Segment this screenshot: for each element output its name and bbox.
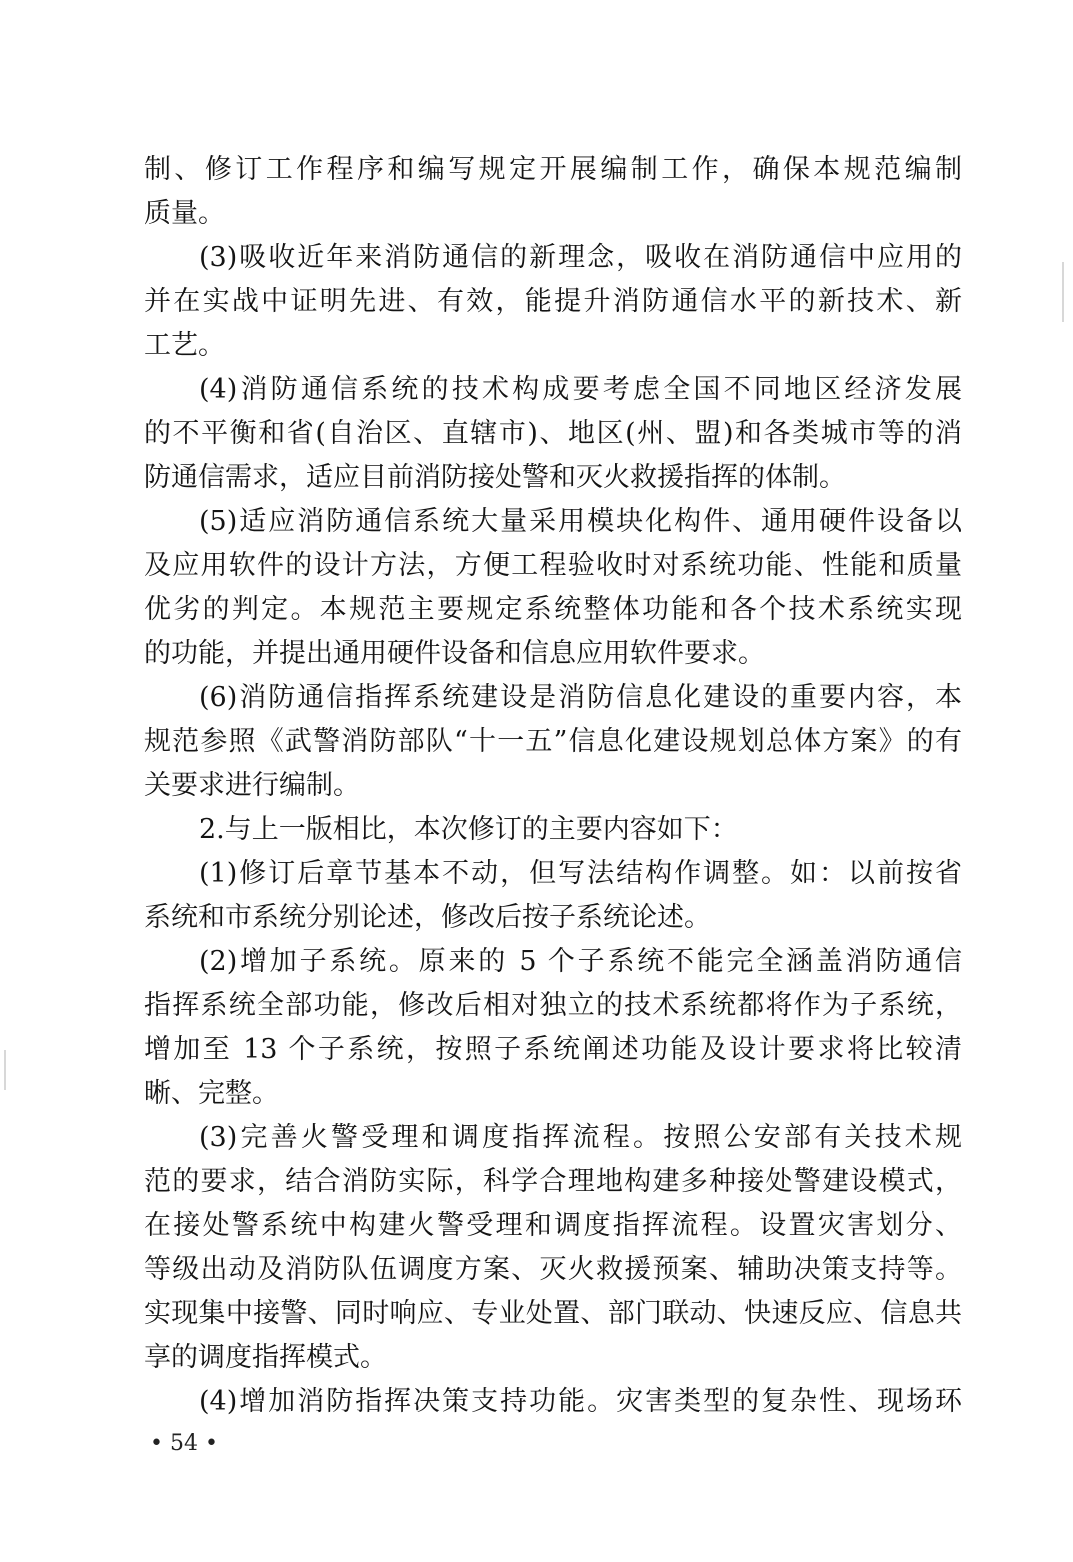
scan-edge-mark-right (1062, 262, 1064, 322)
text-line: (4)消防通信系统的技术构成要考虑全国不同地区经济发展 (199, 374, 962, 405)
scan-edge-mark-left (4, 1050, 6, 1090)
text-line: 晰、完整。 (144, 1078, 279, 1109)
text-line: 的不平衡和省(自治区、直辖市)、地区(州、盟)和各类城市等的消 (144, 418, 962, 449)
text-line: (1)修订后章节基本不动，但写法结构作调整。如：以前按省 (199, 858, 962, 889)
text-line: (2)增加子系统。原来的 5 个子系统不能完全涵盖消防通信 (199, 946, 962, 977)
text-line: 享的调度指挥模式。 (144, 1342, 387, 1373)
text-line: (5)适应消防通信系统大量采用模块化构件、通用硬件设备以 (199, 506, 962, 537)
text-line: 并在实战中证明先进、有效，能提升消防通信水平的新技术、新 (144, 286, 962, 317)
text-line: 实现集中接警、同时响应、专业处置、部门联动、快速反应、信息共 (144, 1298, 962, 1329)
text-line: (6)消防通信指挥系统建设是消防信息化建设的重要内容，本 (199, 682, 962, 713)
text-line: 指挥系统全部功能，修改后相对独立的技术系统都将作为子系统， (144, 990, 962, 1021)
text-line: 等级出动及消防队伍调度方案、灭火救援预案、辅助决策支持等。 (144, 1254, 962, 1285)
text-line: 系统和市系统分别论述，修改后按子系统论述。 (144, 902, 711, 933)
text-line: 质量。 (144, 198, 225, 229)
text-line: 增加至 13 个子系统，按照子系统阐述功能及设计要求将比较清 (144, 1034, 962, 1065)
text-line: 优劣的判定。本规范主要规定系统整体功能和各个技术系统实现 (144, 594, 962, 625)
text-line: 制、修订工作程序和编写规定开展编制工作，确保本规范编制 (144, 154, 962, 185)
text-line: 防通信需求，适应目前消防接处警和灭火救援指挥的体制。 (144, 462, 846, 493)
page-number: • 54 • (150, 1431, 218, 1456)
text-line: (4)增加消防指挥决策支持功能。灾害类型的复杂性、现场环 (199, 1386, 962, 1417)
text-line: 及应用软件的设计方法，方便工程验收时对系统功能、性能和质量 (144, 550, 962, 581)
text-line: 关要求进行编制。 (144, 770, 360, 801)
text-line: 规范参照《武警消防部队“十一五”信息化建设规划总体方案》的有 (144, 726, 962, 757)
text-line: 的功能，并提出通用硬件设备和信息应用软件要求。 (144, 638, 765, 669)
text-line: (3)吸收近年来消防通信的新理念，吸收在消防通信中应用的 (199, 242, 962, 273)
text-line: 工艺。 (144, 330, 225, 361)
text-line: 在接处警系统中构建火警受理和调度指挥流程。设置灾害划分、 (144, 1210, 962, 1241)
text-line: (3)完善火警受理和调度指挥流程。按照公安部有关技术规 (199, 1122, 962, 1153)
text-line: 范的要求，结合消防实际，科学合理地构建多种接处警建设模式， (144, 1166, 962, 1197)
text-line: 2.与上一版相比，本次修订的主要内容如下： (199, 814, 738, 845)
